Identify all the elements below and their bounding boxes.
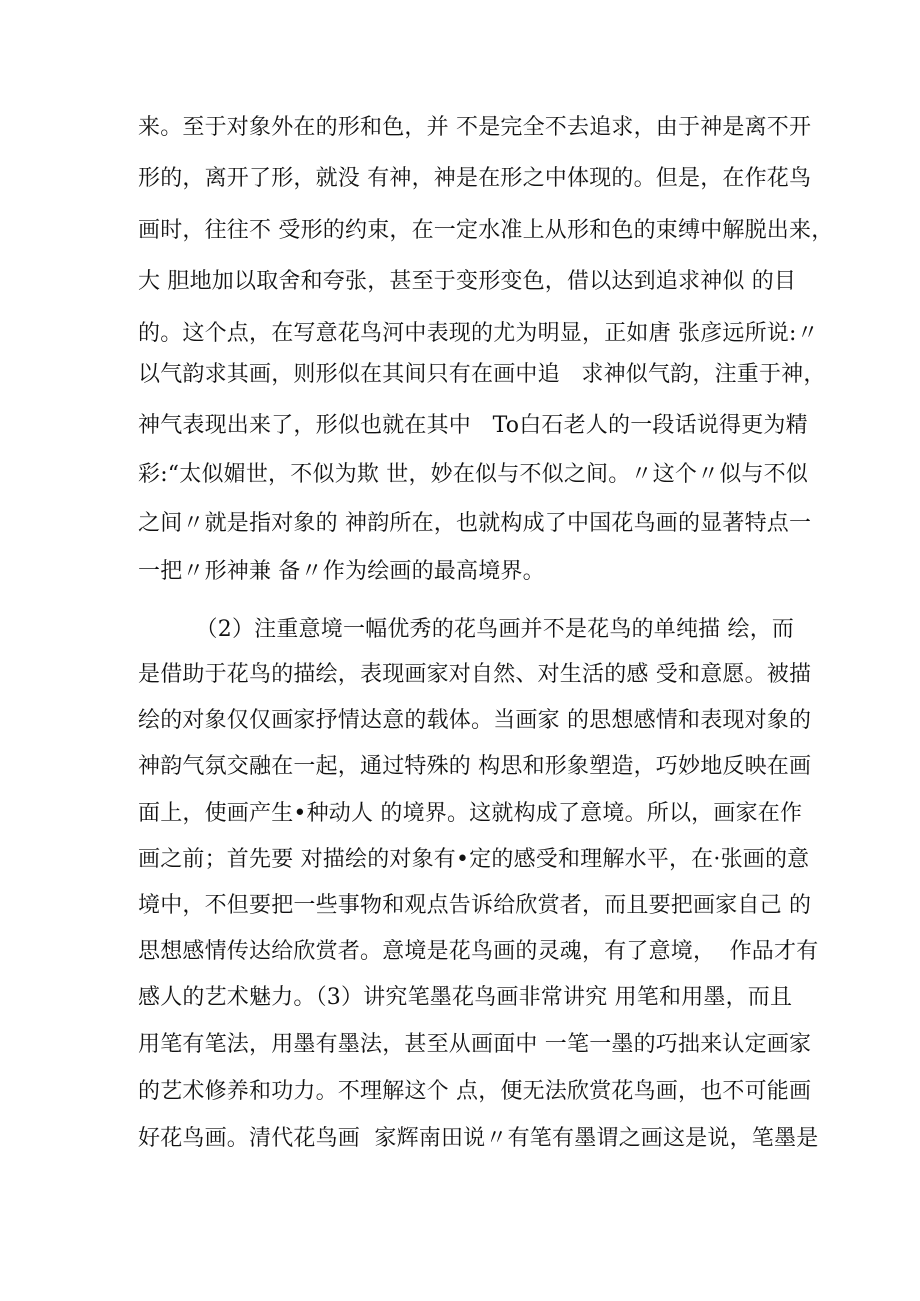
text-line: 感人的艺术魅力。（3）讲究笔墨花鸟画非常讲究 用笔和用墨，而且	[138, 985, 793, 1010]
text-line: 画之前；首先要 对描绘的对象有•定的感受和理解水平，在·张画的意	[138, 847, 810, 872]
text-line: 的艺术修养和功力。不理解这个 点，便无法欣赏花鸟画，也不可能画	[138, 1079, 812, 1104]
text-line: 形的，离开了形，就没 有神，神是在形之中体现的。但是，在作花鸟	[138, 166, 812, 191]
text-line: 以气韵求其画，则形似在其间只有在画中追 求神似气韵，注重于神，	[138, 362, 826, 387]
text-line: 大 胆地加以取舍和夸张，甚至于变形变色，借以达到追求神似 的目	[138, 269, 797, 294]
text-line: 神气表现出来了，形似也就在其中 To白石老人的一段话说得更为精	[138, 413, 808, 438]
text-line: 画时，往往不 受形的约束，在一定水准上从形和色的束缚中解脱出来，	[138, 218, 834, 243]
text-line: 好花鸟画。清代花鸟画 家辉南田说〃有笔有墨谓之画这是说，笔墨是	[138, 1126, 819, 1151]
text-line: 境中，不但要把一些事物和观点告诉给欣赏者，而且要把画家自己 的	[138, 893, 812, 918]
text-line: 之间〃就是指对象的 神韵所在，也就构成了中国花鸟画的显著特点一	[138, 511, 812, 536]
text-line: 神韵气氛交融在一起，通过特殊的 构思和形象塑造，巧妙地反映在画	[138, 754, 812, 779]
text-line: 是借助于花鸟的描绘，表现画家对自然、对生活的感 受和意愿。被描	[138, 662, 812, 687]
text-line: 用笔有笔法，用墨有墨法，甚至从画面中 一笔一墨的巧拙来认定画家	[138, 1032, 812, 1057]
text-line: 绘的对象仅仅画家抒情达意的载体。当画家 的思想感情和表现对象的	[138, 708, 812, 733]
text-line: 一把〃形神兼 备〃作为绘画的最高境界。	[138, 559, 545, 584]
text-line: 思想感情传达给欣赏者。意境是花鸟画的灵魂，有了意境， 作品才有	[138, 939, 819, 964]
text-line: （2）注重意境一幅优秀的花鸟画并不是花鸟的单纯描 绘，而	[138, 617, 795, 642]
text-line: 面上，使画产生•种动人 的境界。这就构成了意境。所以，画家在作	[138, 801, 803, 826]
text-line: 来。至于对象外在的形和色，并 不是完全不去追求，由于神是离不开	[138, 115, 812, 140]
text-line: 彩:“太似媚世，不似为欺 世，妙在似与不似之间。〃这个〃似与不似	[138, 462, 809, 487]
text-line: 的。这个点，在写意花鸟河中表现的尤为明显，正如唐 张彦远所说:〃	[138, 321, 819, 346]
